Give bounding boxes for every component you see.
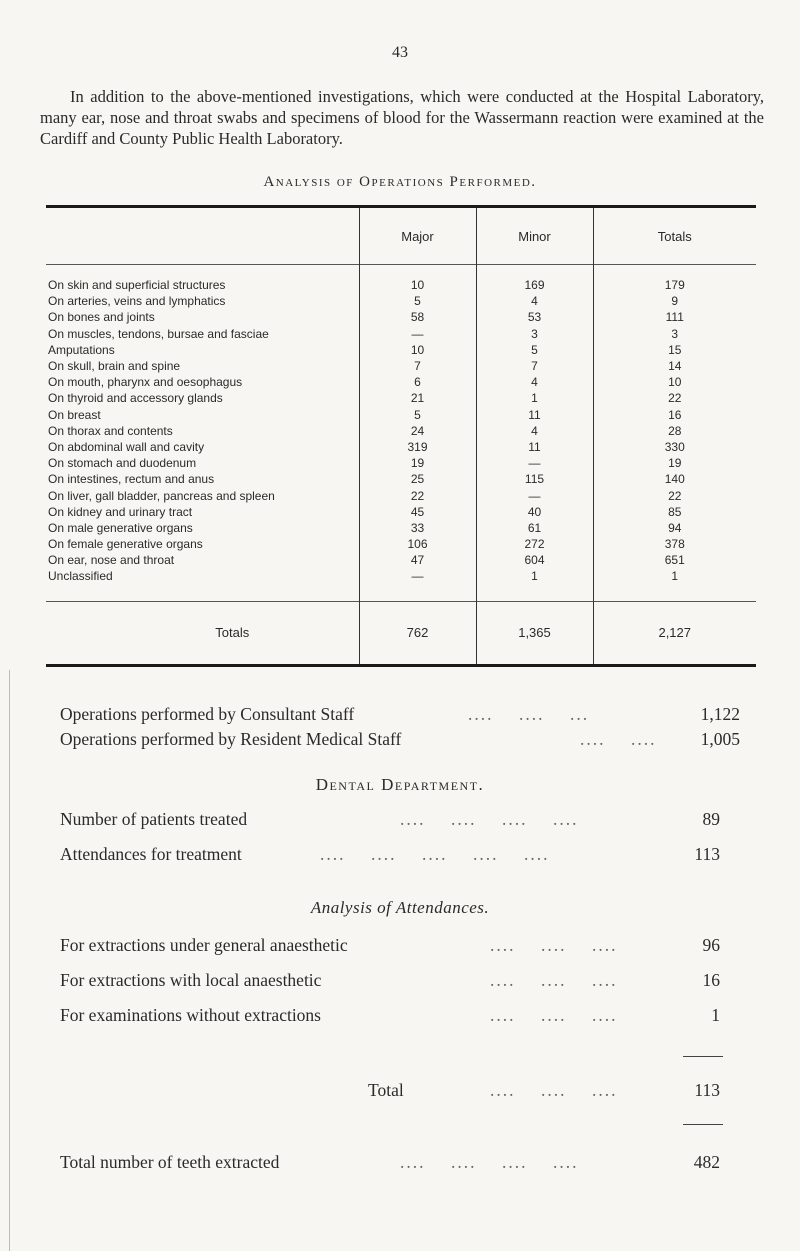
row-total: 3 — [593, 326, 756, 342]
page-number: 43 — [392, 44, 408, 61]
spacer-row — [46, 585, 756, 602]
attendance-total-row — [60, 1080, 740, 1102]
staff-row-resident — [60, 731, 740, 753]
dental-value: 113 — [694, 844, 720, 864]
col-header-totals: Totals — [593, 208, 756, 265]
attendance-label: For extractions under general anaesthetic — [60, 935, 348, 955]
row-total: 378 — [593, 536, 756, 552]
totals-minor: 1,365 — [476, 601, 593, 664]
attendance-analysis-title: Analysis of Attendances. — [310, 898, 490, 917]
teeth-value: 482 — [693, 1152, 720, 1172]
intro-paragraph: In addition to the above-mentioned investigations, which were conducted at the Hospital Laboratory, many ear, nose and throat swabs and specimens of blood for the Wassermann reaction were examined at the Cardiff and County Public Health Laboratory. — [40, 87, 764, 148]
table-bottom-rule — [46, 664, 756, 667]
row-label: On muscles, tendons, bursae and fasciae — [48, 326, 269, 341]
table-row — [46, 471, 756, 487]
attendance-row-local — [60, 970, 740, 992]
row-minor: 4 — [476, 423, 593, 439]
row-total: 1 — [593, 568, 756, 584]
row-total: 22 — [593, 487, 756, 503]
row-minor: 169 — [476, 265, 593, 294]
row-minor: 40 — [476, 504, 593, 520]
leader-dots: .... .... .... — [490, 935, 618, 955]
row-minor: 7 — [476, 358, 593, 374]
table-row — [46, 423, 756, 439]
row-label: On skull, brain and spine — [48, 359, 181, 374]
attendance-value: 16 — [702, 970, 720, 990]
row-minor: 53 — [476, 309, 593, 325]
table-row — [46, 504, 756, 520]
table-row — [46, 536, 756, 552]
row-minor: 115 — [476, 471, 593, 487]
row-label: On intestines, rectum and anus — [48, 472, 215, 487]
row-minor: 5 — [476, 342, 593, 358]
row-minor: 11 — [476, 407, 593, 423]
operations-table — [46, 205, 756, 667]
staff-value: 1,122 — [700, 704, 740, 724]
totals-row — [46, 601, 756, 664]
row-major: 33 — [359, 520, 476, 536]
row-major: 19 — [359, 455, 476, 471]
sum-rule-top — [683, 1056, 723, 1057]
row-total: 15 — [593, 342, 756, 358]
row-major: 24 — [359, 423, 476, 439]
row-minor: — — [476, 455, 593, 471]
dental-label: Number of patients treated — [60, 809, 248, 829]
sum-rule-bottom — [683, 1124, 723, 1125]
teeth-row — [60, 1152, 740, 1174]
leader-dots: .... .... .... — [490, 970, 618, 990]
attendance-row-general — [60, 935, 740, 957]
row-label: On male generative organs — [48, 520, 193, 535]
row-label: On liver, gall bladder, pancreas and spleen — [48, 488, 275, 503]
table-row — [46, 487, 756, 503]
dental-value: 89 — [702, 809, 720, 829]
row-total: 22 — [593, 390, 756, 406]
table-row — [46, 568, 756, 584]
row-major: — — [359, 326, 476, 342]
row-major: 22 — [359, 487, 476, 503]
attendance-row-examinations — [60, 1005, 740, 1027]
row-major: 7 — [359, 358, 476, 374]
operations-title: Analysis of Operations Performed. — [263, 174, 537, 190]
table-row — [46, 439, 756, 455]
row-minor: 61 — [476, 520, 593, 536]
staff-label: Operations performed by Resident Medical Staff — [60, 729, 402, 749]
row-minor: 3 — [476, 326, 593, 342]
leader-dots: .... .... .... — [490, 1005, 618, 1025]
row-minor: 604 — [476, 552, 593, 568]
col-header-minor: Minor — [476, 208, 593, 265]
table-row — [46, 552, 756, 568]
staff-row-consultant — [60, 704, 740, 726]
table-row — [46, 265, 756, 294]
row-minor: — — [476, 487, 593, 503]
row-label: On abdominal wall and cavity — [48, 439, 205, 454]
attendance-value: 1 — [711, 1005, 720, 1025]
attendance-value: 96 — [702, 935, 720, 955]
table-row — [46, 374, 756, 390]
row-total: 140 — [593, 471, 756, 487]
leader-dots: .... .... .... .... — [400, 1152, 579, 1172]
row-major: 319 — [359, 439, 476, 455]
row-major: 6 — [359, 374, 476, 390]
leader-dots: .... .... ... — [468, 704, 590, 724]
table-row — [46, 407, 756, 423]
row-major: 25 — [359, 471, 476, 487]
row-label: On thyroid and accessory glands — [48, 391, 223, 406]
row-major: 5 — [359, 293, 476, 309]
attendance-total-label: Total — [368, 1080, 404, 1100]
table-row — [46, 293, 756, 309]
row-minor: 272 — [476, 536, 593, 552]
row-total: 16 — [593, 407, 756, 423]
table-row — [46, 520, 756, 536]
row-label: On arteries, veins and lymphatics — [48, 294, 226, 309]
row-label: On skin and superficial structures — [46, 265, 359, 294]
leader-dots: .... .... .... — [490, 1080, 618, 1100]
row-minor: 4 — [476, 374, 593, 390]
col-header-major: Major — [359, 208, 476, 265]
table-row — [46, 455, 756, 471]
row-label: On stomach and duodenum — [48, 456, 197, 471]
row-label: Amputations — [48, 342, 115, 357]
table-row — [46, 390, 756, 406]
staff-label: Operations performed by Consultant Staff — [60, 704, 355, 724]
row-major: 10 — [359, 342, 476, 358]
attendance-label: For examinations without extractions — [60, 1005, 321, 1025]
row-total: 330 — [593, 439, 756, 455]
row-major: 21 — [359, 390, 476, 406]
dental-row-patients — [60, 809, 740, 831]
row-total: 179 — [593, 265, 756, 294]
leader-dots: .... .... .... .... .... — [320, 844, 550, 864]
row-total: 10 — [593, 374, 756, 390]
row-label: Unclassified — [48, 569, 113, 584]
row-total: 19 — [593, 455, 756, 471]
row-label: On ear, nose and throat — [48, 553, 175, 568]
row-major: 106 — [359, 536, 476, 552]
totals-total: 2,127 — [593, 601, 756, 664]
row-minor: 1 — [476, 390, 593, 406]
row-label: On kidney and urinary tract — [48, 504, 193, 519]
totals-label: Totals — [46, 601, 359, 664]
row-label: On thorax and contents — [48, 423, 173, 438]
header-blank — [46, 208, 359, 265]
row-major: 10 — [359, 265, 476, 294]
leader-dots: .... .... — [580, 729, 657, 749]
dental-label: Attendances for treatment — [60, 844, 242, 864]
row-label: On female generative organs — [48, 537, 203, 552]
table-row — [46, 309, 756, 325]
row-label: On mouth, pharynx and oesophagus — [48, 375, 243, 390]
row-total: 94 — [593, 520, 756, 536]
teeth-label: Total number of teeth extracted — [60, 1152, 280, 1172]
row-total: 28 — [593, 423, 756, 439]
staff-value: 1,005 — [700, 729, 740, 749]
row-minor: 1 — [476, 568, 593, 584]
margin-line — [9, 670, 10, 1251]
row-major: 45 — [359, 504, 476, 520]
dental-row-attendances — [60, 844, 740, 866]
dental-title: Dental Department. — [315, 775, 485, 794]
table-row — [46, 342, 756, 358]
row-major: 5 — [359, 407, 476, 423]
row-minor: 11 — [476, 439, 593, 455]
table-row — [46, 326, 756, 342]
row-major: — — [359, 568, 476, 584]
row-label: On breast — [48, 407, 101, 422]
table-row — [46, 358, 756, 374]
attendance-total-value: 113 — [694, 1080, 720, 1100]
row-label: On bones and joints — [48, 310, 155, 325]
row-total: 9 — [593, 293, 756, 309]
row-major: 58 — [359, 309, 476, 325]
attendance-label: For extractions with local anaesthetic — [60, 970, 322, 990]
row-minor: 4 — [476, 293, 593, 309]
leader-dots: .... .... .... .... — [400, 809, 579, 829]
totals-major: 762 — [359, 601, 476, 664]
row-total: 14 — [593, 358, 756, 374]
row-major: 47 — [359, 552, 476, 568]
row-total: 111 — [593, 309, 756, 325]
row-total: 85 — [593, 504, 756, 520]
row-total: 651 — [593, 552, 756, 568]
